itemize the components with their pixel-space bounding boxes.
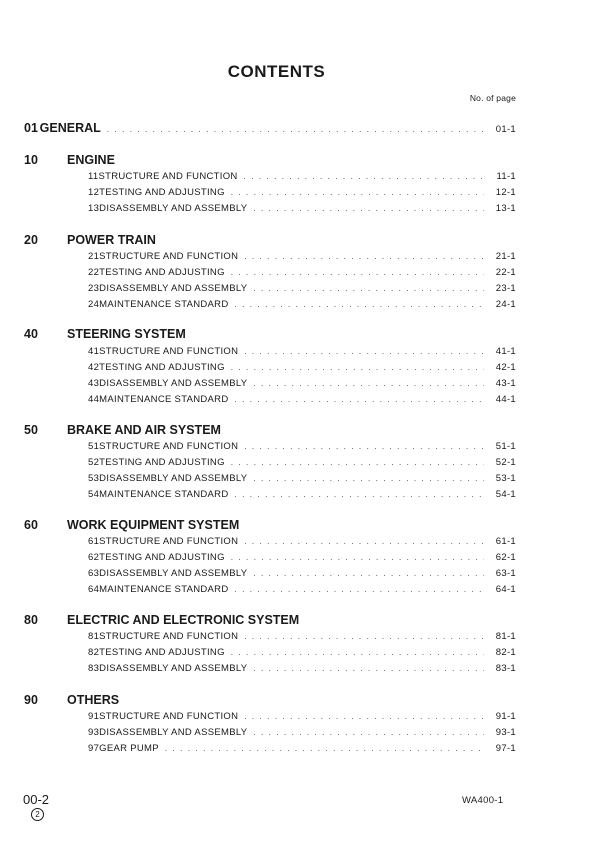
item-page: 41-1: [495, 346, 516, 357]
item-label: DISASSEMBLY AND ASSEMBLY: [99, 727, 248, 738]
toc-row[interactable]: [88, 251, 516, 265]
item-label: STRUCTURE AND FUNCTION: [99, 441, 239, 452]
toc-row[interactable]: [88, 346, 516, 360]
item-label: DISASSEMBLY AND ASSEMBLY: [99, 568, 248, 579]
item-page: 43-1: [495, 378, 516, 389]
item-number: 97: [88, 743, 100, 754]
item-number: 93: [88, 727, 100, 738]
item-page: 51-1: [495, 441, 516, 452]
item-number: 64: [88, 584, 100, 595]
item-page: 24-1: [495, 299, 516, 310]
section-number: 80: [24, 613, 38, 627]
dot-leader: [235, 490, 484, 499]
dot-leader: [244, 252, 484, 261]
dot-leader: [231, 188, 484, 197]
section-title: STEERING SYSTEM: [67, 327, 186, 341]
toc-row[interactable]: [88, 647, 516, 661]
dot-leader: [165, 744, 484, 753]
item-number: 52: [88, 457, 100, 468]
section-number: 40: [24, 327, 38, 341]
dot-leader: [253, 569, 484, 578]
dot-leader: [244, 442, 484, 451]
item-number: 61: [88, 536, 100, 547]
section-number: 60: [24, 518, 38, 532]
toc-row[interactable]: [88, 584, 516, 598]
item-label: STRUCTURE AND FUNCTION: [99, 251, 239, 262]
section-title: ENGINE: [67, 153, 115, 167]
dot-leader: [235, 300, 484, 309]
section-heading: [24, 613, 299, 629]
toc-row[interactable]: [88, 568, 516, 582]
item-page: 82-1: [495, 647, 516, 658]
toc-row[interactable]: [88, 299, 516, 313]
item-label: GEAR PUMP: [99, 743, 159, 754]
section-title: OTHERS: [67, 693, 120, 707]
item-label: DISASSEMBLY AND ASSEMBLY: [99, 473, 248, 484]
footer-page-number: 00-2: [23, 792, 50, 807]
item-number: 53: [88, 473, 100, 484]
page-column-header: No. of page: [469, 93, 516, 103]
item-label: MAINTENANCE STANDARD: [99, 489, 229, 500]
section-number: 90: [24, 693, 38, 707]
dot-leader: [253, 204, 484, 213]
dot-leader: [231, 648, 484, 657]
item-number: 11: [88, 171, 99, 182]
item-label: TESTING AND ADJUSTING: [99, 457, 225, 468]
item-page: 62-1: [495, 552, 516, 563]
toc-row[interactable]: [88, 473, 516, 487]
toc-row[interactable]: [88, 536, 516, 550]
item-number: 63: [88, 568, 100, 579]
item-number: 44: [88, 394, 100, 405]
item-label: STRUCTURE AND FUNCTION: [99, 536, 239, 547]
item-page: 81-1: [495, 631, 516, 642]
toc-row[interactable]: [88, 378, 516, 392]
toc-row[interactable]: [88, 171, 516, 185]
footer-model: WA400-1: [462, 795, 504, 806]
item-page: 63-1: [495, 568, 516, 579]
section-heading: [24, 153, 115, 169]
toc-row[interactable]: [88, 441, 516, 455]
toc-row[interactable]: [88, 457, 516, 471]
dot-leader: [253, 474, 484, 483]
item-number: 21: [88, 251, 100, 262]
item-page: 53-1: [495, 473, 516, 484]
toc-row[interactable]: [88, 283, 516, 297]
toc-row[interactable]: [88, 394, 516, 408]
item-number: 43: [88, 378, 100, 389]
section-heading: [24, 233, 156, 249]
item-page: 12-1: [495, 187, 516, 198]
dot-leader: [244, 632, 484, 641]
dot-leader: [235, 395, 484, 404]
section-number: 10: [24, 153, 38, 167]
item-label: DISASSEMBLY AND ASSEMBLY: [99, 378, 248, 389]
section-heading: [24, 693, 119, 709]
section-number: 01: [24, 121, 38, 135]
dot-leader: [231, 458, 484, 467]
item-number: 62: [88, 552, 100, 563]
dot-leader: [235, 585, 484, 594]
toc-row[interactable]: [88, 203, 516, 217]
item-label: DISASSEMBLY AND ASSEMBLY: [99, 203, 248, 214]
item-page: 64-1: [495, 584, 516, 595]
toc-row[interactable]: [88, 489, 516, 503]
item-label: MAINTENANCE STANDARD: [99, 394, 229, 405]
dot-leader: [253, 728, 484, 737]
section-heading: [24, 518, 239, 534]
item-number: 23: [88, 283, 100, 294]
dot-leader: [231, 363, 484, 372]
item-number: 83: [88, 663, 100, 674]
item-label: STRUCTURE AND FUNCTION: [99, 631, 239, 642]
section-number: 20: [24, 233, 38, 247]
item-label: STRUCTURE AND FUNCTION: [98, 171, 238, 182]
toc-row[interactable]: [88, 552, 516, 566]
section-title: WORK EQUIPMENT SYSTEM: [67, 518, 240, 532]
dot-leader: [253, 664, 484, 673]
section-heading: [24, 121, 516, 137]
item-number: 13: [88, 203, 100, 214]
toc-row[interactable]: [88, 362, 516, 376]
toc-row[interactable]: [88, 743, 516, 757]
toc-row[interactable]: [88, 711, 516, 725]
section-number: 50: [24, 423, 38, 437]
item-page: 22-1: [495, 267, 516, 278]
item-page: 54-1: [495, 489, 516, 500]
item-number: 81: [88, 631, 100, 642]
item-page: 11-1: [496, 171, 516, 182]
toc-row[interactable]: [88, 727, 516, 741]
item-page: 52-1: [495, 457, 516, 468]
item-page: 97-1: [495, 743, 516, 754]
item-page: 44-1: [495, 394, 516, 405]
section-title: GENERAL: [39, 121, 101, 135]
section-page: 01-1: [495, 124, 516, 135]
section-heading: [24, 327, 186, 343]
item-page: 13-1: [495, 203, 516, 214]
dot-leader: [253, 379, 484, 388]
item-number: 54: [88, 489, 100, 500]
item-label: TESTING AND ADJUSTING: [99, 362, 225, 373]
item-label: TESTING AND ADJUSTING: [99, 552, 225, 563]
section-heading: [24, 423, 221, 439]
item-number: 41: [88, 346, 100, 357]
item-label: MAINTENANCE STANDARD: [99, 584, 229, 595]
dot-leader: [244, 537, 484, 546]
page-title: CONTENTS: [227, 62, 326, 81]
item-page: 21-1: [495, 251, 516, 262]
item-label: TESTING AND ADJUSTING: [99, 647, 225, 658]
toc-row[interactable]: [88, 187, 516, 201]
section-title: ELECTRIC AND ELECTRONIC SYSTEM: [67, 613, 300, 627]
item-label: DISASSEMBLY AND ASSEMBLY: [99, 663, 248, 674]
section-title: POWER TRAIN: [67, 233, 156, 247]
toc-row[interactable]: [88, 663, 516, 677]
item-page: 91-1: [495, 711, 516, 722]
item-label: DISASSEMBLY AND ASSEMBLY: [99, 283, 248, 294]
item-number: 82: [88, 647, 100, 658]
dot-leader: [244, 347, 484, 356]
item-page: 61-1: [495, 536, 516, 547]
toc-row[interactable]: [88, 631, 516, 645]
item-page: 93-1: [495, 727, 516, 738]
item-number: 42: [88, 362, 100, 373]
item-number: 22: [88, 267, 100, 278]
item-number: 24: [88, 299, 100, 310]
item-page: 42-1: [495, 362, 516, 373]
toc-row[interactable]: [88, 267, 516, 281]
item-label: STRUCTURE AND FUNCTION: [99, 711, 239, 722]
dot-leader: [244, 712, 484, 721]
item-label: STRUCTURE AND FUNCTION: [99, 346, 239, 357]
item-page: 23-1: [495, 283, 516, 294]
dot-leader: [231, 553, 484, 562]
item-page: 83-1: [495, 663, 516, 674]
item-number: 91: [88, 711, 100, 722]
item-label: TESTING AND ADJUSTING: [99, 267, 225, 278]
dot-leader: [253, 284, 484, 293]
dot-leader: [231, 268, 484, 277]
item-label: TESTING AND ADJUSTING: [99, 187, 225, 198]
item-number: 12: [88, 187, 100, 198]
revision-mark-icon: 2: [31, 808, 44, 821]
dot-leader: [107, 125, 484, 134]
dot-leader: [244, 172, 484, 181]
section-title: BRAKE AND AIR SYSTEM: [67, 423, 221, 437]
item-label: MAINTENANCE STANDARD: [99, 299, 229, 310]
item-number: 51: [88, 441, 100, 452]
